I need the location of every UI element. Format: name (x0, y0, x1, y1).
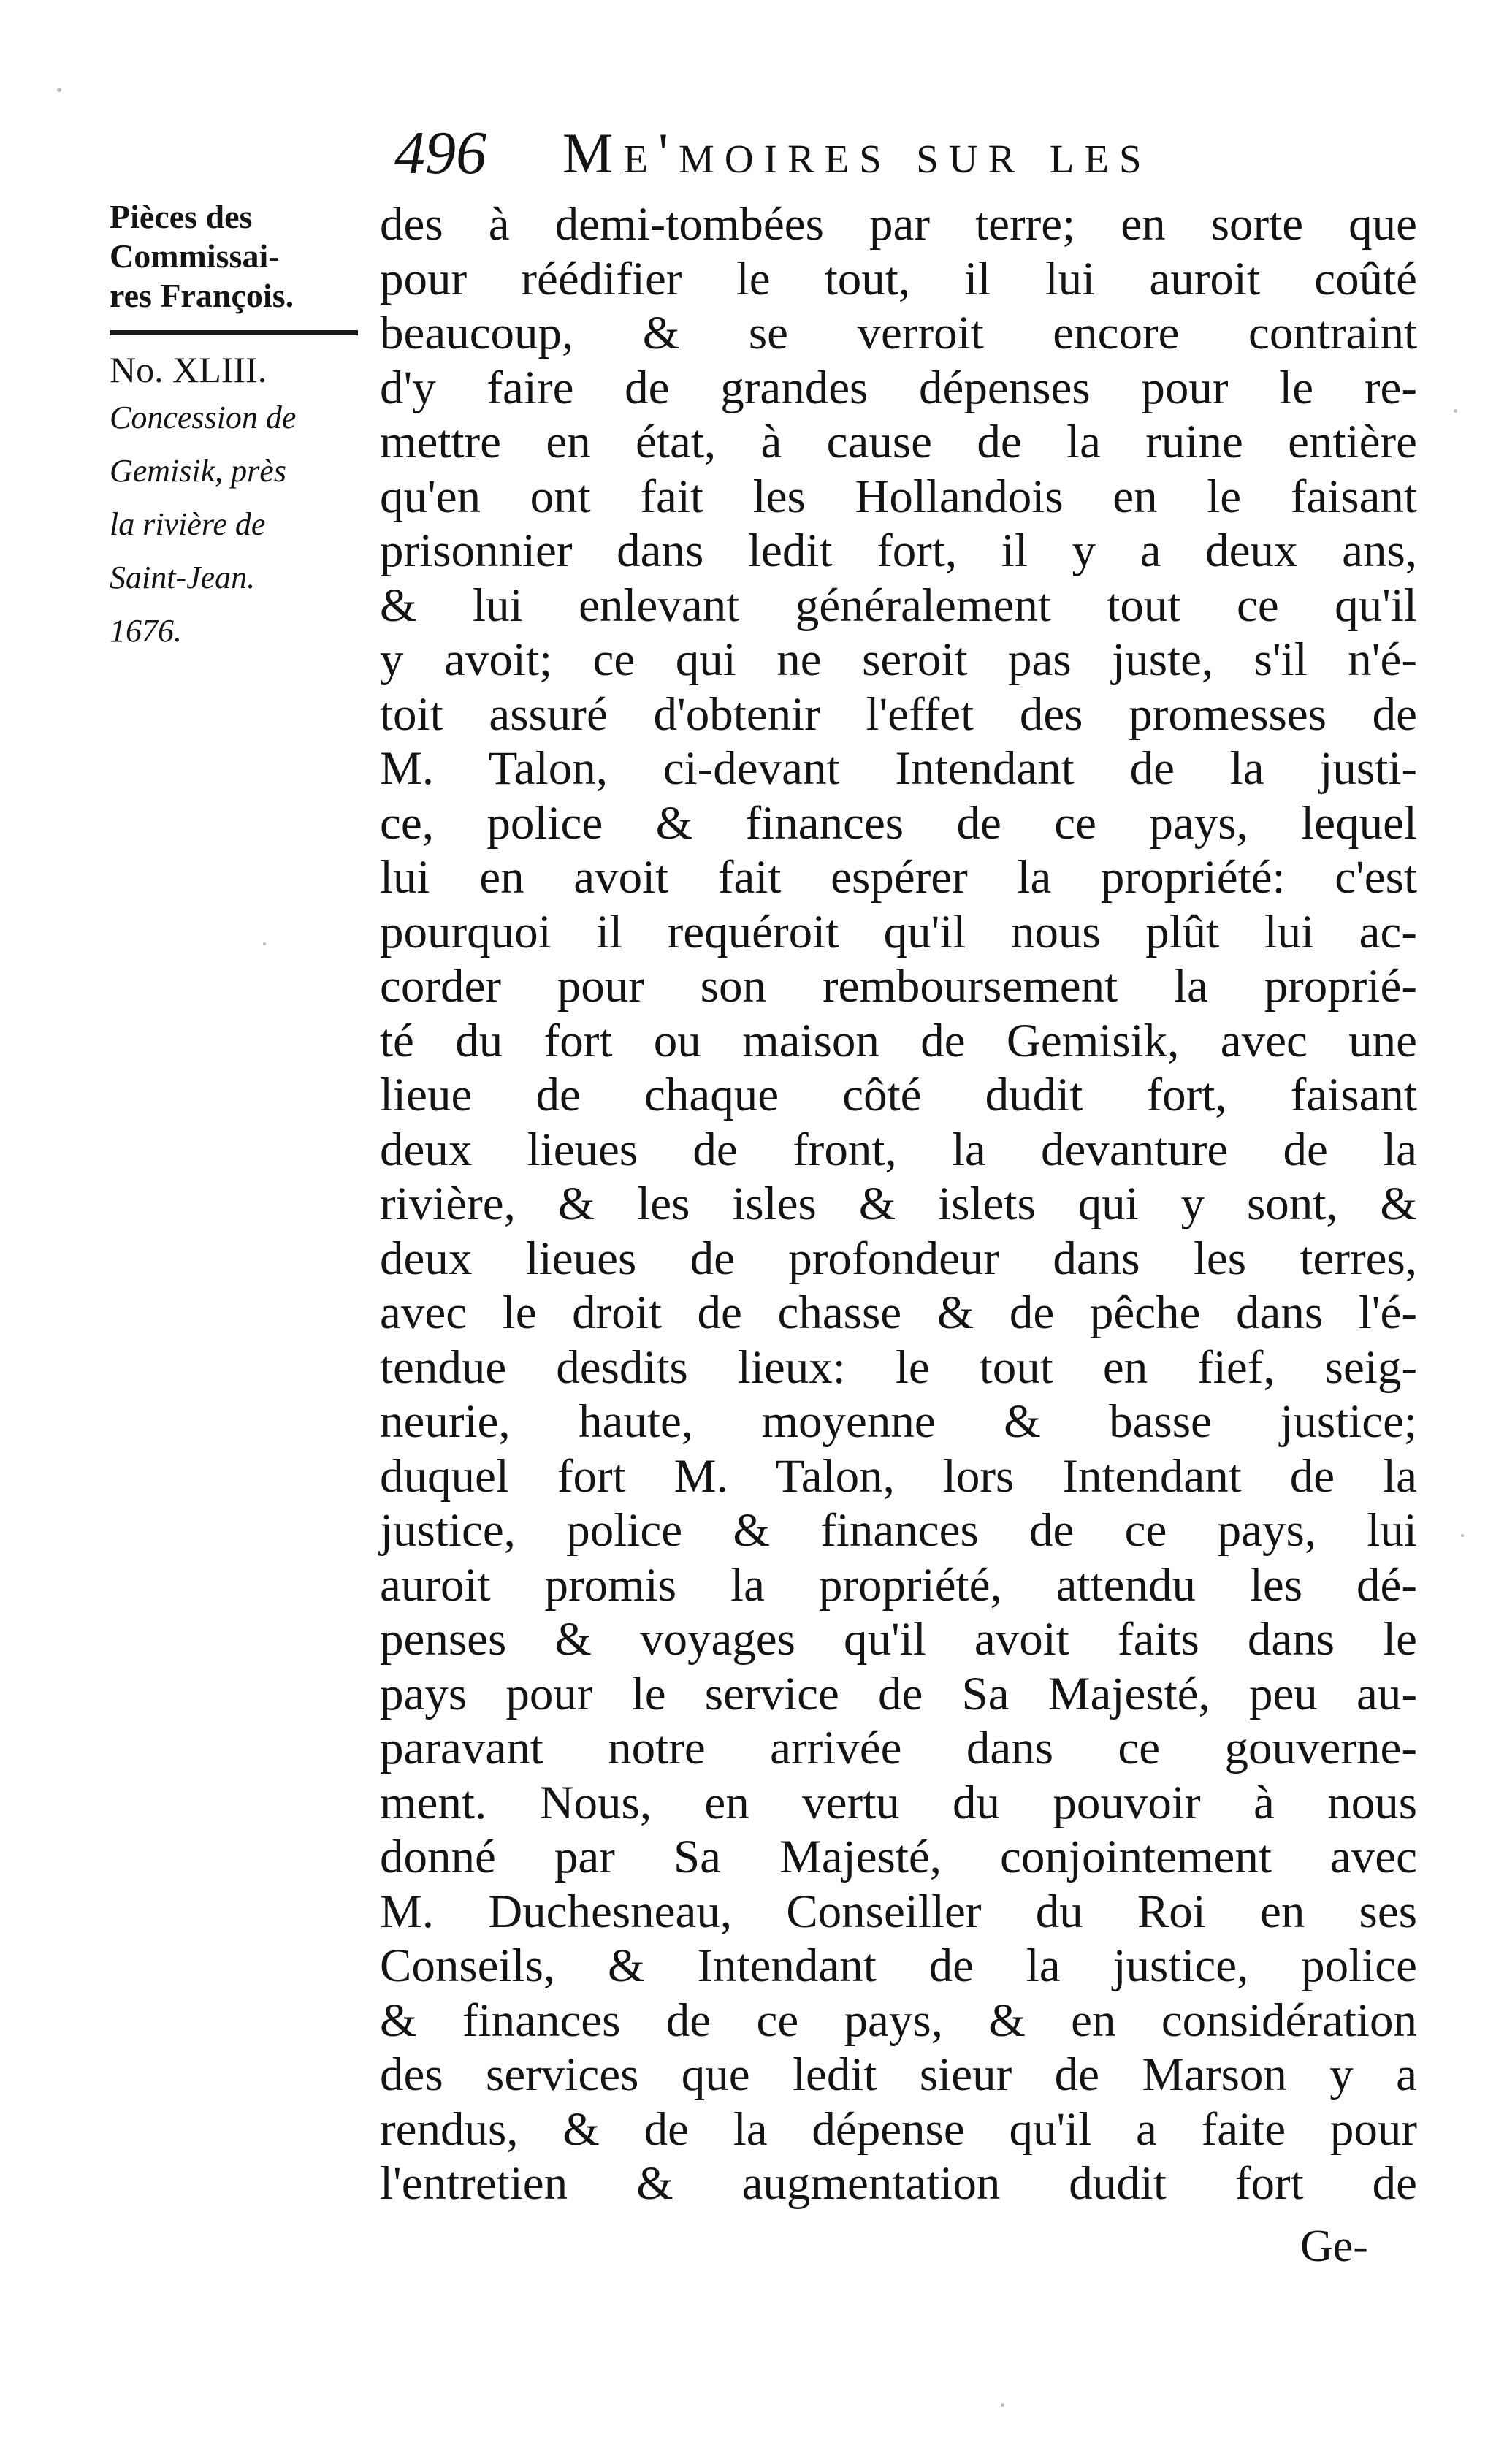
text-line: y avoit; ce qui ne seroit pas juste, s'il n'é- (380, 633, 1417, 686)
scan-speck (1461, 1534, 1464, 1537)
catchword: Ge- (1300, 2221, 1368, 2271)
margin-note-italic-line: Saint-Jean. (110, 560, 256, 595)
text-line: pourquoi il requéroit qu'il nous plût lui ac- (380, 905, 1417, 958)
page-number: 496 (394, 119, 486, 187)
text-line: des services que ledit sieur de Marson y a (380, 2048, 1417, 2101)
scan-speck (1454, 409, 1457, 413)
text-line: M. Talon, ci-devant Intendant de la justi- (380, 742, 1417, 795)
text-line: beaucoup, & se verroit encore contraint (380, 307, 1417, 359)
running-title: Me'moires sur les (562, 121, 1152, 185)
scan-speck (57, 88, 61, 92)
text-line: deux lieues de front, la devanture de la (380, 1123, 1417, 1176)
page-header (394, 110, 1417, 197)
text-line: ment. Nous, en vertu du pouvoir à nous (380, 1776, 1417, 1829)
text-line: avec le droit de chasse & de pêche dans l'é- (380, 1286, 1417, 1339)
text-line: qu'en ont fait les Hollandois en le faisant (380, 470, 1417, 523)
text-line: d'y faire de grandes dépenses pour le re- (380, 361, 1417, 414)
text-line: duquel fort M. Talon, lors Intendant de la (380, 1449, 1417, 1503)
text-line: rendus, & de la dépense qu'il a faite pour (380, 2102, 1417, 2156)
text-line: prisonnier dans ledit fort, il y a deux ans, (380, 525, 1417, 577)
margin-note-italic-line: Concession de (110, 400, 297, 435)
text-line: M. Duchesneau, Conseiller du Roi en ses (380, 1885, 1417, 1938)
text-line: & finances de ce pays, & en considération (380, 1994, 1417, 2047)
text-line: & lui enlevant généralement tout ce qu'il (380, 579, 1417, 632)
margin-note-divider (110, 330, 358, 335)
text-line: justice, police & finances de ce pays, lui (380, 1504, 1417, 1557)
text-line: corder pour son remboursement la proprié- (380, 960, 1417, 1012)
text-line: pour réédifier le tout, il lui auroit coûté (380, 252, 1417, 305)
scan-speck (263, 942, 266, 945)
margin-note-italic-line: la rivière de (110, 506, 266, 542)
text-line: neurie, haute, moyenne & basse justice; (380, 1395, 1417, 1448)
text-line: lui en avoit fait espérer la propriété: c'est (380, 851, 1417, 904)
text-line: Conseils, & Intendant de la justice, police (380, 1939, 1417, 1992)
text-line: té du fort ou maison de Gemisik, avec une (380, 1014, 1417, 1067)
margin-note-italic-line: Gemisik, près (110, 453, 286, 489)
text-line: auroit promis la propriété, attendu les dé- (380, 1558, 1417, 1611)
margin-note-line: Pièces des (110, 198, 253, 235)
text-line: ce, police & finances de ce pays, lequel (380, 796, 1417, 850)
text-line: rivière, & les isles & islets qui y sont, & (380, 1178, 1417, 1230)
text-line: penses & voyages qu'il avoit faits dans le (380, 1613, 1417, 1666)
margin-note-line: res François. (110, 277, 294, 314)
text-line: deux lieues de profondeur dans les terres, (380, 1232, 1417, 1285)
text-line: lieue de chaque côté dudit fort, faisant (380, 1069, 1417, 1121)
text-line: pays pour le service de Sa Majesté, peu au- (380, 1667, 1417, 1720)
margin-note-line: Commissai- (110, 237, 280, 275)
text-line: paravant notre arrivée dans ce gouverne- (380, 1722, 1417, 1774)
margin-note (110, 197, 373, 657)
text-line: tendue desdits lieux: le tout en fief, seig- (380, 1340, 1417, 1394)
text-line: toit assuré d'obtenir l'effet des promesses de (380, 687, 1417, 741)
margin-note-year: 1676. (110, 613, 182, 649)
document-number: No. XLIII. (110, 349, 267, 390)
scan-speck (1001, 2403, 1004, 2407)
text-line: l'entretien & augmentation dudit fort de (380, 2157, 1417, 2210)
text-line: des à demi-tombées par terre; en sorte que (380, 198, 1417, 251)
text-line: mettre en état, à cause de la ruine entière (380, 416, 1417, 468)
text-line: donné par Sa Majesté, conjointement avec (380, 1831, 1417, 1883)
body-text (380, 197, 1417, 2211)
